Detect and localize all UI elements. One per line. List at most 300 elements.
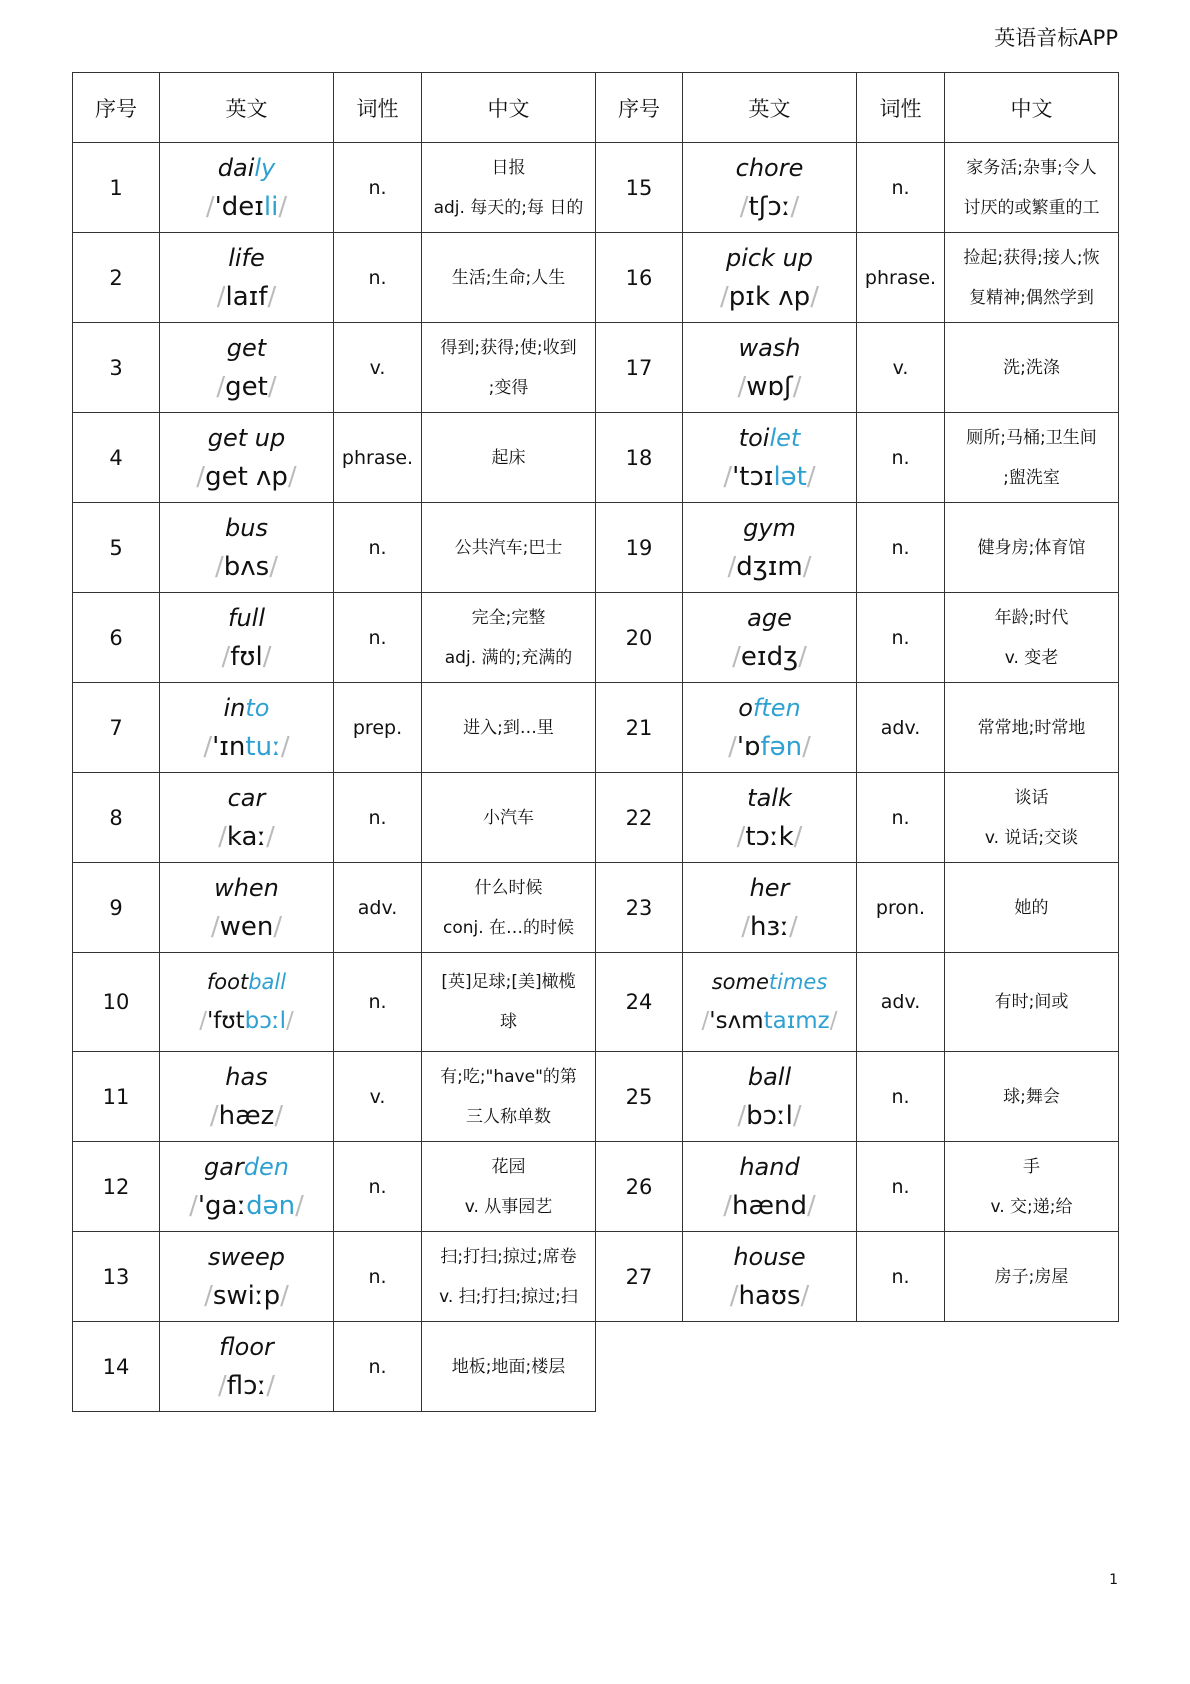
phonetic-slash: / — [205, 191, 215, 222]
phonetic — [683, 637, 856, 677]
english-word — [683, 149, 856, 187]
phonetic-slash: / — [798, 641, 807, 672]
phonetic — [160, 1186, 333, 1226]
part-of-speech: n. — [334, 953, 422, 1052]
part-of-speech: phrase. — [857, 233, 945, 323]
phonetic-slash: / — [295, 1190, 304, 1221]
chinese-meaning — [422, 1142, 596, 1232]
phonetic-part: hænd — [732, 1190, 807, 1221]
phonetic-part: hɜː — [749, 911, 790, 942]
part-of-speech: n. — [334, 233, 422, 323]
phonetic — [683, 457, 856, 497]
phonetic-slash: / — [810, 281, 819, 312]
english-word — [683, 509, 856, 547]
part-of-speech: n. — [857, 1052, 945, 1142]
table-row — [73, 323, 1119, 413]
word-highlight: ly — [254, 153, 276, 182]
phonetic — [683, 1001, 856, 1041]
table-row — [73, 1142, 1119, 1232]
empty-cell — [683, 1322, 857, 1412]
meaning-line: 进入;到…里 — [463, 717, 554, 738]
table-row — [73, 593, 1119, 683]
phonetic — [160, 727, 333, 767]
entry-word — [683, 1232, 857, 1322]
entry-word — [683, 593, 857, 683]
chinese-meaning — [945, 233, 1119, 323]
word-part: bus — [225, 513, 268, 542]
entry-word — [160, 593, 334, 683]
entry-word — [160, 143, 334, 233]
entry-number: 13 — [73, 1232, 160, 1322]
meaning-line: v. 扫;打扫;掠过;扫 — [439, 1286, 578, 1307]
meaning-line: 完全;完整 — [471, 607, 546, 628]
vocab-body — [73, 143, 1119, 1412]
meaning-line: conj. 在…的时候 — [442, 917, 575, 938]
english-word — [160, 599, 333, 637]
meaning-line: 有;吃;"have"的第 — [440, 1066, 577, 1087]
col-header-zh: 中文 — [422, 73, 596, 143]
entry-number: 20 — [596, 593, 683, 683]
chinese-meaning — [945, 773, 1119, 863]
table-row — [73, 233, 1119, 323]
meaning-line: ;变得 — [488, 377, 529, 398]
english-word — [683, 599, 856, 637]
col-header-pos: 词性 — [334, 73, 422, 143]
meaning-line: 得到;获得;使;收到 — [440, 337, 577, 358]
english-word — [160, 329, 333, 367]
word-highlight: times — [768, 970, 828, 994]
table-row — [73, 863, 1119, 953]
entry-number: 14 — [73, 1322, 160, 1412]
chinese-meaning — [945, 143, 1119, 233]
chinese-meaning — [945, 1232, 1119, 1322]
word-part: gym — [743, 513, 796, 542]
entry-number: 3 — [73, 323, 160, 413]
phonetic — [160, 187, 333, 227]
entry-number: 10 — [73, 953, 160, 1052]
entry-number: 21 — [596, 683, 683, 773]
english-word — [683, 869, 856, 907]
chinese-meaning — [945, 953, 1119, 1052]
phonetic — [160, 1001, 333, 1041]
phonetic-part: tʃɔː — [748, 191, 791, 222]
word-part: o — [738, 693, 753, 722]
part-of-speech: adv. — [334, 863, 422, 953]
meaning-line: 厕所;马桶;卫生间 — [966, 427, 1097, 448]
entry-word — [683, 323, 857, 413]
phonetic-slash: / — [216, 281, 226, 312]
phonetic-slash: / — [802, 551, 812, 582]
english-word — [683, 779, 856, 817]
phonetic — [160, 1096, 333, 1136]
empty-cell — [596, 1322, 683, 1412]
entry-word — [160, 1322, 334, 1412]
chinese-meaning — [945, 593, 1119, 683]
english-word — [683, 1148, 856, 1186]
phonetic-part: wɒʃ — [746, 371, 793, 402]
entry-word — [683, 953, 857, 1052]
part-of-speech: v. — [334, 1052, 422, 1142]
table-row — [73, 683, 1119, 773]
chinese-meaning — [422, 233, 596, 323]
phonetic — [160, 1366, 333, 1406]
part-of-speech: n. — [334, 1142, 422, 1232]
phonetic-part: 'gaː — [197, 1190, 247, 1221]
phonetic — [160, 907, 333, 947]
phonetic-slash: / — [739, 191, 749, 222]
col-header-en: 英文 — [683, 73, 857, 143]
table-row — [73, 773, 1119, 863]
table-row — [73, 953, 1119, 1052]
entry-number: 12 — [73, 1142, 160, 1232]
entry-number: 17 — [596, 323, 683, 413]
table-row — [73, 1322, 1119, 1412]
english-word — [160, 509, 333, 547]
phonetic-slash: / — [280, 731, 290, 762]
phonetic-part: get ʌp — [205, 461, 288, 492]
chinese-meaning — [945, 323, 1119, 413]
meaning-line: 起床 — [491, 447, 526, 468]
phonetic-highlight: lət — [773, 461, 807, 492]
phonetic-slash: / — [267, 281, 277, 312]
word-part: when — [214, 873, 279, 902]
phonetic-part: laɪf — [225, 281, 268, 312]
phonetic-slash: / — [737, 371, 747, 402]
entry-number: 9 — [73, 863, 160, 953]
word-part: dai — [217, 153, 255, 182]
entry-word — [160, 953, 334, 1052]
meaning-line: 生活;生命;人生 — [451, 267, 566, 288]
phonetic — [160, 277, 333, 317]
phonetic-slash: / — [729, 1280, 739, 1311]
english-word — [683, 329, 856, 367]
phonetic-slash: / — [215, 551, 224, 582]
meaning-line: adj. 满的;充满的 — [444, 647, 573, 668]
part-of-speech: pron. — [857, 863, 945, 953]
phonetic-slash: / — [800, 1280, 810, 1311]
phonetic — [160, 637, 333, 677]
phonetic-slash: / — [720, 281, 729, 312]
chinese-meaning — [422, 593, 596, 683]
word-part: her — [749, 873, 790, 902]
phonetic-part: 'deɪ — [214, 191, 264, 222]
phonetic-slash: / — [203, 731, 213, 762]
vocab-table — [72, 72, 1119, 1412]
meaning-line: 公共汽车;巴士 — [454, 537, 563, 558]
part-of-speech: adv. — [857, 953, 945, 1052]
phonetic-part: dʒɪm — [736, 551, 803, 582]
entry-number: 11 — [73, 1052, 160, 1142]
entry-number: 16 — [596, 233, 683, 323]
phonetic-part: fʊl — [230, 641, 263, 672]
part-of-speech: n. — [334, 143, 422, 233]
phonetic — [160, 817, 333, 857]
phonetic — [683, 727, 856, 767]
english-word — [160, 1238, 333, 1276]
word-part: sweep — [208, 1242, 285, 1271]
part-of-speech: v. — [334, 323, 422, 413]
phonetic — [160, 547, 333, 587]
meaning-line: v. 交;递;给 — [990, 1196, 1073, 1217]
entry-number: 24 — [596, 953, 683, 1052]
phonetic-slash: / — [278, 191, 288, 222]
entry-word — [683, 413, 857, 503]
meaning-line: 她的 — [1014, 897, 1049, 918]
phonetic-slash: / — [280, 1280, 289, 1311]
phonetic-part: pɪk ʌp — [728, 281, 811, 312]
phonetic — [683, 907, 856, 947]
english-word — [160, 1058, 333, 1096]
phonetic-slash: / — [262, 641, 272, 672]
meaning-line: v. 说话;交谈 — [984, 827, 1079, 848]
phonetic-part: 'ɒ — [736, 731, 761, 762]
header-row — [73, 73, 1119, 143]
phonetic-slash: / — [274, 1100, 284, 1131]
phonetic-slash: / — [723, 461, 733, 492]
part-of-speech: n. — [857, 1142, 945, 1232]
english-word — [683, 1058, 856, 1096]
part-of-speech: n. — [334, 1322, 422, 1412]
chinese-meaning — [422, 323, 596, 413]
chinese-meaning — [945, 863, 1119, 953]
entry-word — [683, 1052, 857, 1142]
phonetic-slash: / — [802, 731, 811, 762]
part-of-speech: n. — [334, 503, 422, 593]
word-part: hand — [739, 1152, 800, 1181]
entry-number: 22 — [596, 773, 683, 863]
meaning-line: 三人称单数 — [466, 1106, 551, 1127]
word-part: in — [223, 693, 246, 722]
phonetic — [683, 1096, 856, 1136]
meaning-line: v. 变老 — [1004, 647, 1059, 668]
chinese-meaning — [422, 503, 596, 593]
col-header-no: 序号 — [73, 73, 160, 143]
phonetic-part: 'ɪn — [212, 731, 246, 762]
meaning-line: 家务活;杂事;令人 — [966, 157, 1097, 178]
phonetic — [683, 1186, 856, 1226]
phonetic-slash: / — [806, 461, 816, 492]
part-of-speech: n. — [857, 413, 945, 503]
phonetic-slash: / — [723, 1190, 732, 1221]
meaning-line: 洗;洗涤 — [1003, 357, 1060, 378]
part-of-speech: phrase. — [334, 413, 422, 503]
chinese-meaning — [422, 1232, 596, 1322]
entry-number: 5 — [73, 503, 160, 593]
meaning-line: 什么时候 — [474, 877, 543, 898]
word-highlight: to — [245, 693, 270, 722]
phonetic-highlight: dən — [246, 1190, 296, 1221]
chinese-meaning — [945, 683, 1119, 773]
chinese-meaning — [422, 683, 596, 773]
entry-number: 19 — [596, 503, 683, 593]
meaning-line: 地板;地面;楼层 — [451, 1356, 566, 1377]
entry-word — [683, 683, 857, 773]
meaning-line: 谈话 — [1014, 787, 1049, 808]
entry-number: 18 — [596, 413, 683, 503]
meaning-line: adj. 每天的;每 日的 — [433, 197, 584, 218]
meaning-line: 年龄;时代 — [994, 607, 1069, 628]
english-word — [683, 419, 856, 457]
phonetic — [683, 277, 856, 317]
phonetic-part: kaː — [226, 821, 267, 852]
entry-number: 4 — [73, 413, 160, 503]
chinese-meaning — [422, 143, 596, 233]
meaning-line: v. 从事园艺 — [464, 1196, 553, 1217]
chinese-meaning — [945, 503, 1119, 593]
entry-word — [160, 323, 334, 413]
table-row — [73, 1052, 1119, 1142]
phonetic-part: hæz — [218, 1100, 275, 1131]
entry-number: 27 — [596, 1232, 683, 1322]
col-header-pos: 词性 — [857, 73, 945, 143]
word-part: toi — [738, 423, 770, 452]
english-word — [160, 149, 333, 187]
meaning-line: 复精神;偶然学到 — [969, 287, 1094, 308]
meaning-line: 房子;房屋 — [994, 1266, 1069, 1287]
english-word — [683, 239, 856, 277]
phonetic — [683, 187, 856, 227]
entry-number: 15 — [596, 143, 683, 233]
word-highlight: ball — [248, 970, 287, 994]
entry-word — [160, 1052, 334, 1142]
entry-word — [683, 143, 857, 233]
phonetic-highlight: taɪmz — [763, 1008, 830, 1034]
part-of-speech: v. — [857, 323, 945, 413]
col-header-no: 序号 — [596, 73, 683, 143]
entry-word — [683, 503, 857, 593]
app-title: 英语音标APP — [994, 26, 1118, 50]
phonetic-slash: / — [266, 1370, 275, 1401]
meaning-line: 常常地;时常地 — [977, 717, 1086, 738]
phonetic-slash: / — [732, 641, 741, 672]
meaning-line: 球;舞会 — [1003, 1086, 1060, 1107]
phonetic-slash: / — [209, 1100, 219, 1131]
phonetic-slash: / — [273, 911, 283, 942]
phonetic-slash: / — [727, 551, 737, 582]
word-part: get — [226, 333, 267, 362]
english-word — [160, 779, 333, 817]
phonetic — [160, 367, 333, 407]
phonetic-slash: / — [287, 461, 297, 492]
phonetic-slash: / — [793, 821, 803, 852]
entry-word — [160, 773, 334, 863]
word-part: full — [228, 603, 265, 632]
phonetic — [683, 367, 856, 407]
word-part: floor — [219, 1332, 274, 1361]
english-word — [160, 419, 333, 457]
phonetic-slash: / — [741, 911, 750, 942]
entry-word — [683, 773, 857, 863]
entry-word — [683, 233, 857, 323]
chinese-meaning — [422, 953, 596, 1052]
part-of-speech: prep. — [334, 683, 422, 773]
meaning-line: 捡起;获得;接人;恢 — [963, 247, 1100, 268]
phonetic-part: 'sʌm — [709, 1008, 764, 1034]
phonetic-slash: / — [266, 821, 275, 852]
english-word — [160, 239, 333, 277]
phonetic-slash: / — [736, 821, 746, 852]
entry-word — [683, 863, 857, 953]
col-header-en: 英文 — [160, 73, 334, 143]
word-part: wash — [738, 333, 801, 362]
phonetic-slash: / — [267, 371, 277, 402]
part-of-speech: adv. — [857, 683, 945, 773]
phonetic-slash: / — [218, 821, 227, 852]
phonetic-part: 'tɔɪ — [732, 461, 774, 492]
meaning-line: 球 — [500, 1012, 517, 1032]
meaning-line: 健身房;体育馆 — [977, 537, 1086, 558]
table-row — [73, 143, 1119, 233]
phonetic-slash: / — [790, 191, 800, 222]
phonetic-slash: / — [737, 1100, 747, 1131]
phonetic-highlight: li — [263, 191, 279, 222]
english-word — [160, 963, 333, 1001]
meaning-line: 有时;间或 — [994, 992, 1069, 1012]
phonetic-part: bʌs — [223, 551, 270, 582]
phonetic — [683, 1276, 856, 1316]
meaning-line: 扫;打扫;掠过;席卷 — [440, 1246, 577, 1267]
entry-number: 6 — [73, 593, 160, 683]
phonetic — [683, 817, 856, 857]
chinese-meaning — [422, 863, 596, 953]
empty-cell — [857, 1322, 945, 1412]
word-highlight: ften — [752, 693, 801, 722]
word-highlight: let — [769, 423, 801, 452]
entry-word — [160, 1232, 334, 1322]
word-part: get up — [207, 423, 286, 452]
phonetic-part: flɔː — [226, 1370, 267, 1401]
part-of-speech: n. — [857, 1232, 945, 1322]
chinese-meaning — [422, 413, 596, 503]
phonetic-slash: / — [789, 911, 798, 942]
chinese-meaning — [422, 1322, 596, 1412]
word-highlight: den — [243, 1152, 290, 1181]
english-word — [683, 689, 856, 727]
part-of-speech: n. — [857, 593, 945, 683]
phonetic — [683, 547, 856, 587]
word-part: foot — [206, 970, 249, 994]
phonetic-slash: / — [218, 1370, 227, 1401]
page-number: 1 — [1109, 1572, 1118, 1588]
phonetic-slash: / — [221, 641, 231, 672]
chinese-meaning — [422, 1052, 596, 1142]
entry-number: 8 — [73, 773, 160, 863]
english-word — [683, 1238, 856, 1276]
phonetic-slash: / — [728, 731, 737, 762]
phonetic-slash: / — [701, 1008, 710, 1034]
phonetic-part: bɔːl — [746, 1100, 793, 1131]
phonetic-slash: / — [216, 371, 226, 402]
part-of-speech: n. — [857, 143, 945, 233]
english-word — [160, 869, 333, 907]
entry-number: 25 — [596, 1052, 683, 1142]
word-part: talk — [747, 783, 792, 812]
phonetic-part: wen — [219, 911, 274, 942]
phonetic-highlight: bɔːl — [244, 1008, 287, 1034]
phonetic-highlight: tuː — [245, 731, 281, 762]
chinese-meaning — [945, 413, 1119, 503]
word-part: ball — [747, 1062, 792, 1091]
word-part: house — [733, 1242, 806, 1271]
word-part: some — [711, 970, 769, 994]
phonetic — [160, 457, 333, 497]
english-word — [683, 963, 856, 1001]
entry-number: 26 — [596, 1142, 683, 1232]
entry-word — [160, 863, 334, 953]
entry-word — [160, 683, 334, 773]
entry-word — [160, 233, 334, 323]
word-part: chore — [735, 153, 804, 182]
